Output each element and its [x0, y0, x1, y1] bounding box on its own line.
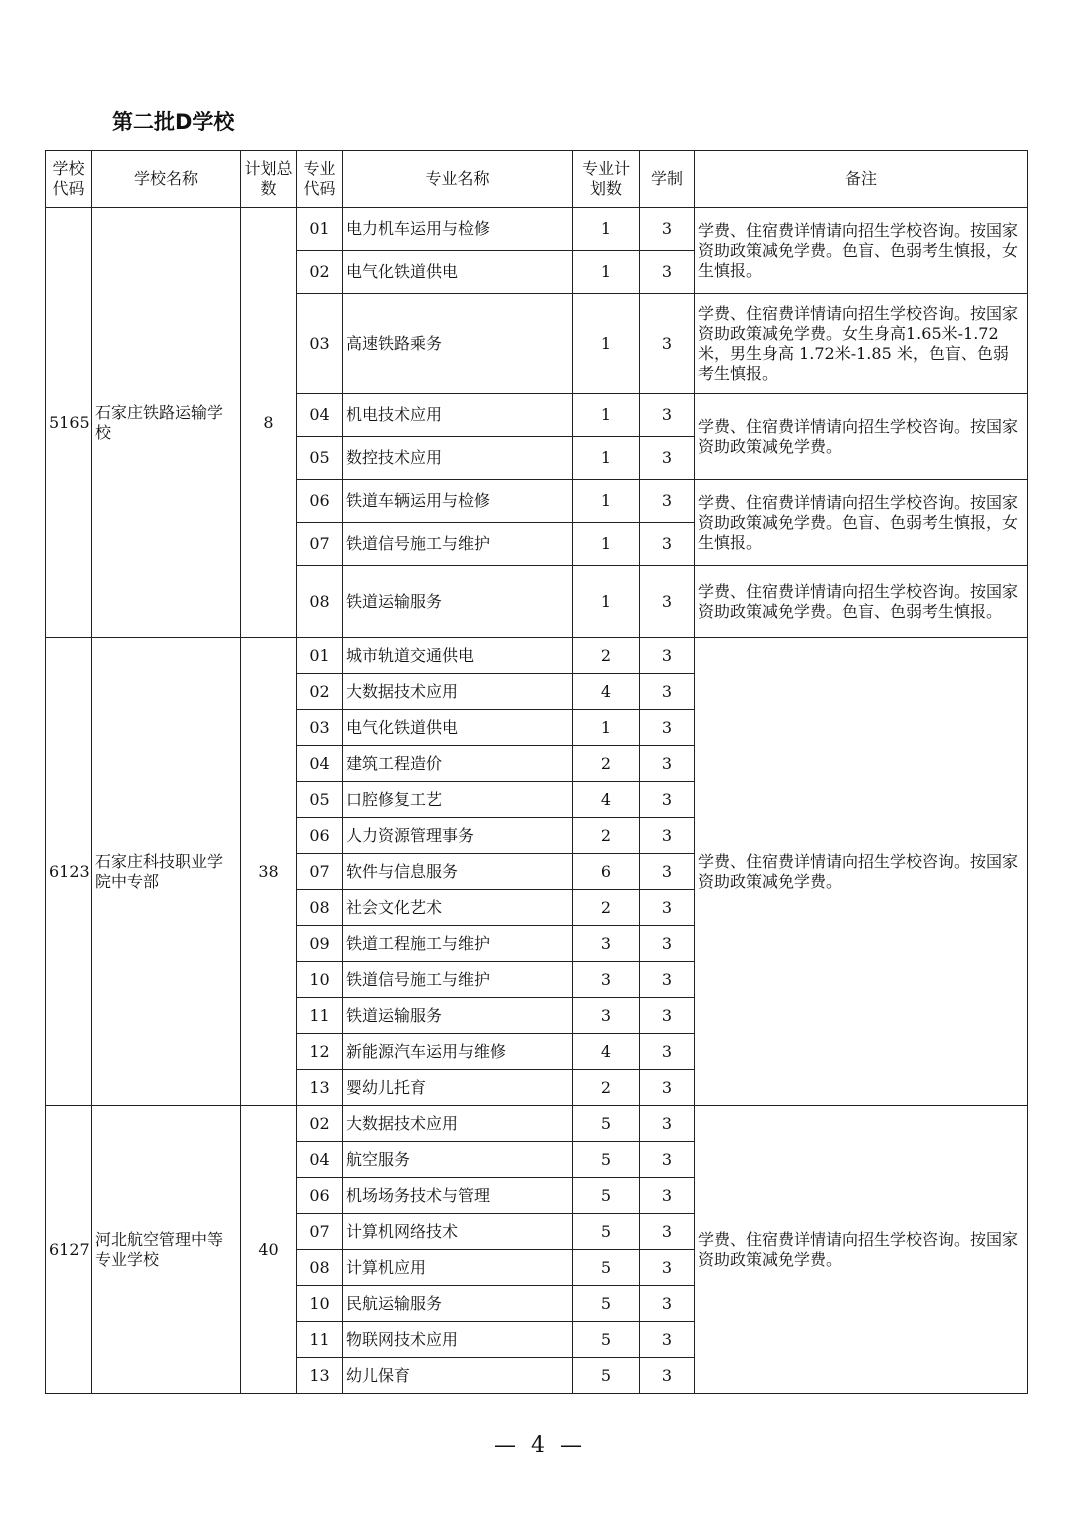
major-code: 02: [297, 251, 343, 294]
major-plan: 5: [573, 1106, 640, 1142]
plan-total: 38: [241, 638, 297, 1106]
major-name: 铁道信号施工与维护: [343, 523, 573, 566]
major-duration: 3: [640, 674, 695, 710]
major-name: 物联网技术应用: [343, 1322, 573, 1358]
major-duration: 3: [640, 1178, 695, 1214]
page-title: 第二批D学校: [112, 110, 235, 134]
school-code: 6123: [46, 638, 92, 1106]
major-duration: 3: [640, 926, 695, 962]
remarks: 学费、住宿费详情请向招生学校咨询。按国家资助政策减免学费。色盲、色弱考生慎报。: [695, 566, 1028, 638]
school-name: 石家庄科技职业学院中专部: [92, 638, 241, 1106]
school-name: 石家庄铁路运输学校: [92, 208, 241, 638]
major-duration: 3: [640, 1142, 695, 1178]
header-major-plan: 专业计划数: [573, 151, 640, 208]
table-header-row: [46, 151, 1028, 208]
major-plan: 6: [573, 854, 640, 890]
major-duration: 3: [640, 566, 695, 638]
major-duration: 3: [640, 638, 695, 674]
major-code: 03: [297, 710, 343, 746]
major-plan: 3: [573, 926, 640, 962]
major-code: 06: [297, 480, 343, 523]
school-code: 5165: [46, 208, 92, 638]
major-name: 铁道车辆运用与检修: [343, 480, 573, 523]
table-row: [46, 1106, 1028, 1142]
major-duration: 3: [640, 523, 695, 566]
major-name: 铁道运输服务: [343, 998, 573, 1034]
table-row: [46, 208, 1028, 251]
major-name: 大数据技术应用: [343, 1106, 573, 1142]
major-name: 机场场务技术与管理: [343, 1178, 573, 1214]
major-name: 大数据技术应用: [343, 674, 573, 710]
major-code: 11: [297, 998, 343, 1034]
major-name: 数控技术应用: [343, 437, 573, 480]
major-name: 新能源汽车运用与维修: [343, 1034, 573, 1070]
major-duration: 3: [640, 962, 695, 998]
major-plan: 1: [573, 394, 640, 437]
major-code: 04: [297, 394, 343, 437]
major-code: 10: [297, 962, 343, 998]
major-name: 高速铁路乘务: [343, 294, 573, 394]
major-plan: 5: [573, 1358, 640, 1394]
school-code: 6127: [46, 1106, 92, 1394]
major-duration: 3: [640, 1214, 695, 1250]
remarks: 学费、住宿费详情请向招生学校咨询。按国家资助政策减免学费。: [695, 1106, 1028, 1394]
major-code: 11: [297, 1322, 343, 1358]
major-duration: 3: [640, 437, 695, 480]
major-code: 07: [297, 854, 343, 890]
major-duration: 3: [640, 818, 695, 854]
major-plan: 2: [573, 638, 640, 674]
remarks: 学费、住宿费详情请向招生学校咨询。按国家资助政策减免学费。色盲、色弱考生慎报，女生慎报。: [695, 480, 1028, 566]
major-code: 04: [297, 746, 343, 782]
major-plan: 5: [573, 1178, 640, 1214]
header-school-code: 学校代码: [46, 151, 92, 208]
major-name: 电气化铁道供电: [343, 251, 573, 294]
remarks: 学费、住宿费详情请向招生学校咨询。按国家资助政策减免学费。女生身高1.65米-1.72米，男生身高 1.72米-1.85 米，色盲、色弱考生慎报。: [695, 294, 1028, 394]
major-duration: 3: [640, 394, 695, 437]
major-name: 婴幼儿托育: [343, 1070, 573, 1106]
major-plan: 1: [573, 294, 640, 394]
major-plan: 1: [573, 566, 640, 638]
major-plan: 5: [573, 1250, 640, 1286]
major-plan: 4: [573, 782, 640, 818]
major-name: 民航运输服务: [343, 1286, 573, 1322]
major-code: 13: [297, 1358, 343, 1394]
major-plan: 4: [573, 1034, 640, 1070]
header-school-name: 学校名称: [92, 151, 241, 208]
major-code: 13: [297, 1070, 343, 1106]
major-code: 01: [297, 638, 343, 674]
major-name: 铁道运输服务: [343, 566, 573, 638]
major-code: 05: [297, 782, 343, 818]
major-plan: 2: [573, 890, 640, 926]
major-duration: 3: [640, 251, 695, 294]
major-plan: 5: [573, 1322, 640, 1358]
header-duration: 学制: [640, 151, 695, 208]
major-name: 电力机车运用与检修: [343, 208, 573, 251]
table-row: [46, 638, 1028, 674]
major-code: 09: [297, 926, 343, 962]
major-plan: 5: [573, 1214, 640, 1250]
major-plan: 2: [573, 818, 640, 854]
header-major-name: 专业名称: [343, 151, 573, 208]
major-duration: 3: [640, 1322, 695, 1358]
major-plan: 3: [573, 998, 640, 1034]
major-code: 08: [297, 890, 343, 926]
major-code: 01: [297, 208, 343, 251]
major-plan: 5: [573, 1142, 640, 1178]
major-name: 人力资源管理事务: [343, 818, 573, 854]
plan-total: 40: [241, 1106, 297, 1394]
major-duration: 3: [640, 710, 695, 746]
major-name: 电气化铁道供电: [343, 710, 573, 746]
remarks: 学费、住宿费详情请向招生学校咨询。按国家资助政策减免学费。色盲、色弱考生慎报，女生慎报。: [695, 208, 1028, 294]
major-name: 计算机应用: [343, 1250, 573, 1286]
major-duration: 3: [640, 1070, 695, 1106]
major-name: 航空服务: [343, 1142, 573, 1178]
major-code: 06: [297, 1178, 343, 1214]
major-duration: 3: [640, 854, 695, 890]
header-remarks: 备注: [695, 151, 1028, 208]
major-name: 幼儿保育: [343, 1358, 573, 1394]
major-name: 社会文化艺术: [343, 890, 573, 926]
major-duration: 3: [640, 746, 695, 782]
major-duration: 3: [640, 1358, 695, 1394]
plan-total: 8: [241, 208, 297, 638]
major-name: 城市轨道交通供电: [343, 638, 573, 674]
major-code: 08: [297, 1250, 343, 1286]
major-plan: 2: [573, 746, 640, 782]
major-code: 02: [297, 674, 343, 710]
major-name: 机电技术应用: [343, 394, 573, 437]
major-plan: 1: [573, 523, 640, 566]
major-code: 08: [297, 566, 343, 638]
major-plan: 5: [573, 1286, 640, 1322]
page-number: — 4 —: [494, 1433, 586, 1458]
major-name: 口腔修复工艺: [343, 782, 573, 818]
remarks: 学费、住宿费详情请向招生学校咨询。按国家资助政策减免学费。: [695, 394, 1028, 480]
major-duration: 3: [640, 782, 695, 818]
major-plan: 3: [573, 962, 640, 998]
major-duration: 3: [640, 1106, 695, 1142]
major-plan: 2: [573, 1070, 640, 1106]
remarks: 学费、住宿费详情请向招生学校咨询。按国家资助政策减免学费。: [695, 638, 1028, 1106]
major-plan: 1: [573, 437, 640, 480]
school-name: 河北航空管理中等专业学校: [92, 1106, 241, 1394]
major-code: 05: [297, 437, 343, 480]
major-code: 07: [297, 1214, 343, 1250]
major-name: 软件与信息服务: [343, 854, 573, 890]
major-plan: 1: [573, 208, 640, 251]
admissions-table: [45, 150, 1028, 1394]
major-duration: 3: [640, 1034, 695, 1070]
major-duration: 3: [640, 890, 695, 926]
major-name: 铁道工程施工与维护: [343, 926, 573, 962]
major-duration: 3: [640, 480, 695, 523]
major-duration: 3: [640, 208, 695, 251]
major-name: 铁道信号施工与维护: [343, 962, 573, 998]
major-code: 12: [297, 1034, 343, 1070]
major-code: 07: [297, 523, 343, 566]
major-plan: 1: [573, 251, 640, 294]
major-code: 03: [297, 294, 343, 394]
header-major-code: 专业代码: [297, 151, 343, 208]
major-plan: 1: [573, 480, 640, 523]
major-name: 建筑工程造价: [343, 746, 573, 782]
major-duration: 3: [640, 294, 695, 394]
major-code: 06: [297, 818, 343, 854]
major-duration: 3: [640, 998, 695, 1034]
major-duration: 3: [640, 1286, 695, 1322]
major-plan: 1: [573, 710, 640, 746]
major-code: 10: [297, 1286, 343, 1322]
major-plan: 4: [573, 674, 640, 710]
major-name: 计算机网络技术: [343, 1214, 573, 1250]
major-duration: 3: [640, 1250, 695, 1286]
major-code: 04: [297, 1142, 343, 1178]
major-code: 02: [297, 1106, 343, 1142]
header-plan-total: 计划总数: [241, 151, 297, 208]
